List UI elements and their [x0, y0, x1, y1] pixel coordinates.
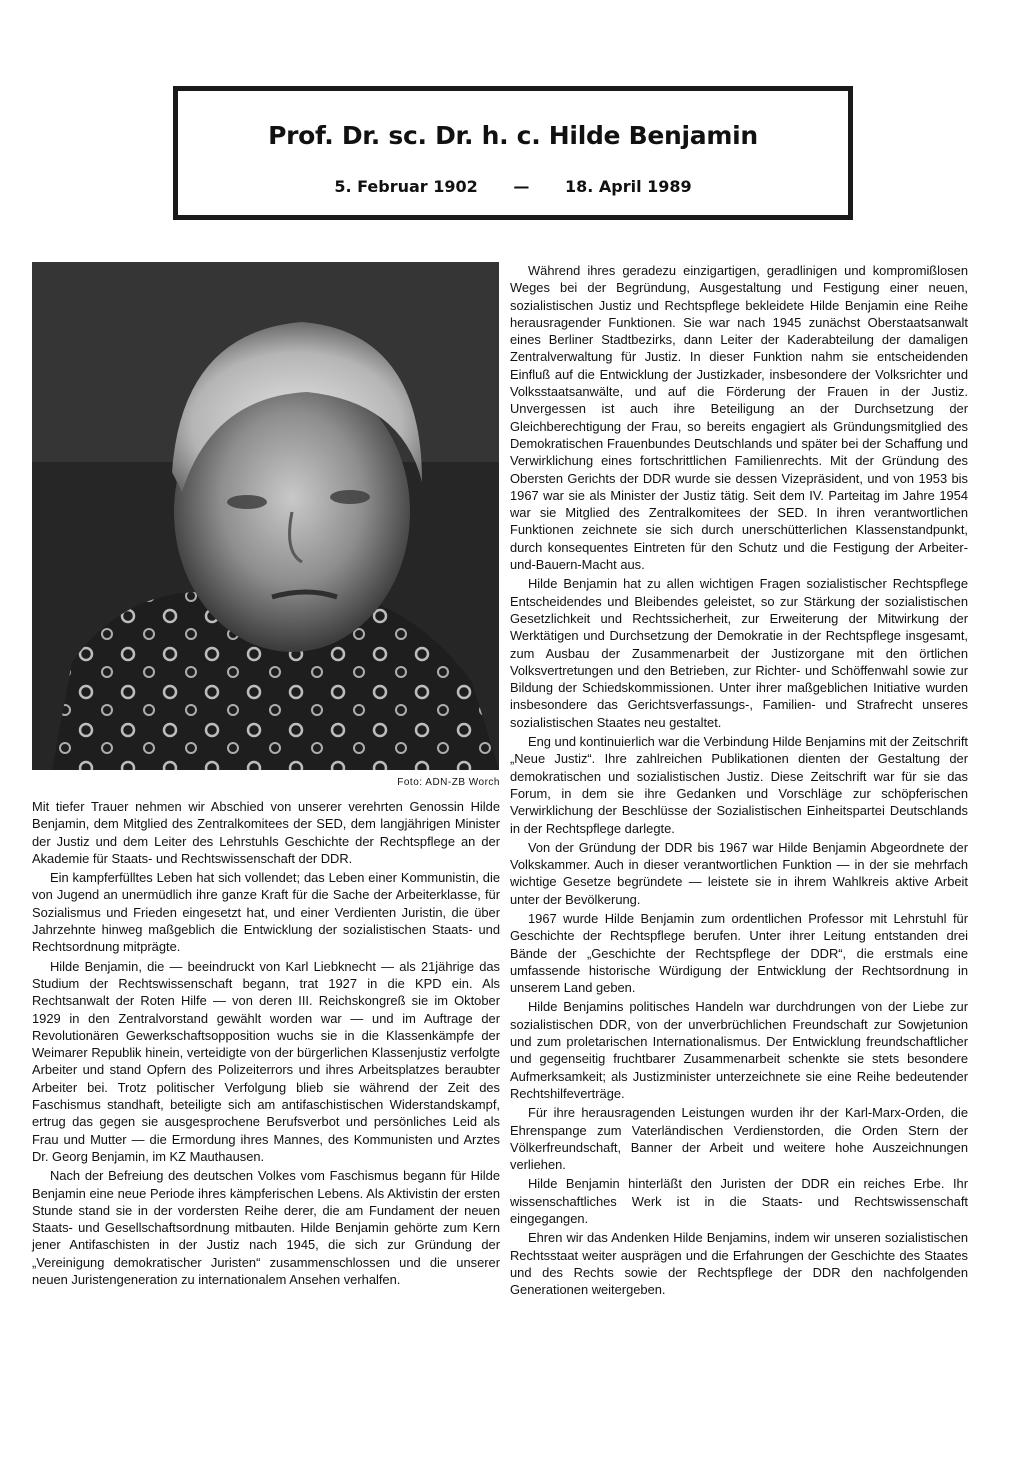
left-paragraph-3: Hilde Benjamin, die — beeindruckt von Karl Liebknecht — als 21jährige das Studium der Rechtswissenschaft begann, trat 1927 in die KPD ein. Als Rechtsanwalt der Roten Hilfe — von deren III. Reichskongreß sie im Oktober 1929 in den Zentralvorstand gewählt worden war — und im Auftrage der Revolutionären Gewerkschaftsopposition wuchs sie in die Klassenkämpfe der Weimarer Republik hinein, verteidigte von der bürgerlichen Klassenjustiz verfolgte Arbeiter und stand Opfern des Polizeiterrors und ihres Arbeitsplatzes beraubter Arbeiter bei. Trotz politischer Verfolgung blieb sie während der Zeit des Faschismus standhaft, beteiligte sich am antifaschistischen Widerstandskampf, ertrug das gegen sie ausgesprochene Berufsverbot und persönliches Leid als Frau und Mutter — die Ermordung ihres Mannes, des Kommunisten und Arztes Dr. Georg Benjamin, im KZ Mauthausen.: [32, 958, 500, 1164]
title-box: [173, 86, 853, 220]
right-column: [510, 262, 968, 1301]
right-paragraph-8: Hilde Benjamin hinterläßt den Juristen der DDR ein reiches Erbe. Ihr wissenschaftliches Werk ist in die Staats- und Rechtswissenschaft eingegangen.: [510, 1176, 968, 1227]
left-column: [32, 798, 500, 1290]
portrait-photo: [32, 262, 499, 770]
page-title: Prof. Dr. sc. Dr. h. c. Hilde Benjamin: [268, 121, 758, 150]
birth-date: 5. Februar 1902: [334, 177, 478, 196]
right-paragraph-3: Eng und kontinuierlich war die Verbindung Hilde Benjamins mit der Zeitschrift „Neue Justiz“. Ihre zahlreichen Publikationen dienten der Gestaltung der demokratischen und sozialistischen Justiz. Diese Zeitschrift war für sie das Forum, in dem sie ihre Gedanken und Vorschläge zur schöpferischen Verwirklichung der Beschlüsse der Sozialistischen Einheitspartei Deutschlands in der Rechtspflege darlegte.: [510, 734, 968, 836]
right-paragraph-4: Von der Gründung der DDR bis 1967 war Hilde Benjamin Abgeordnete der Volkskammer. Auch in dieser verantwortlichen Funktion — in der sie mehrfach wichtige Gesetze begründete — leistete sie in ihrem Wahlkreis aktive Arbeit unter der Bevölkerung.: [510, 839, 968, 907]
right-paragraph-6: Hilde Benjamins politisches Handeln war durchdrungen von der Liebe zur sozialistischen DDR, von der unverbrüchlichen Freundschaft zur Sowjetunion und zum proletarischen Internationalismus. Der Entwicklung freundschaftlicher und gegenseitig fruchtbarer Zusammenarbeit schenkte sie stets besondere Aufmerksamkeit; als Justizminister unterzeichnete sie eine Reihe bedeutender Rechtshilfeverträge.: [510, 999, 968, 1101]
death-date: 18. April 1989: [564, 177, 692, 196]
right-paragraph-5: 1967 wurde Hilde Benjamin zum ordentlichen Professor mit Lehrstuhl für Geschichte der Rechtspflege berufen. Unter ihrer Leitung entstanden drei Bände der „Geschichte der Rechtspflege der DDR“, die erstmals eine umfassende historische Würdigung der Entwicklung der Rechtsordnung in unserem Land geben.: [510, 910, 968, 996]
right-paragraph-7: Für ihre herausragenden Leistungen wurden ihr der Karl-Marx-Orden, die Ehrenspange zum Vaterländischen Verdienstorden, die Orden Stern der Völkerfreundschaft, Banner der Arbeit und weitere hohe Auszeichnungen verliehen.: [510, 1105, 968, 1173]
left-paragraph-1: Mit tiefer Trauer nehmen wir Abschied von unserer verehrten Genossin Hilde Benjamin, dem Mitglied des Zentralkomitees der SED, dem langjährigen Minister der Justiz und dem Leiter des Lehrstuhls Geschichte der Rechtspflege an der Akademie für Staats- und Rechtswissenschaft der DDR.: [32, 799, 500, 866]
photo-caption: Foto: ADN-ZB Worch: [397, 777, 500, 788]
right-paragraph-2: Hilde Benjamin hat zu allen wichtigen Fragen sozialistischer Rechtspflege Entscheidendes und Bleibendes geleistet, so zur Stärkung der sozialistischen Gesetzlichkeit und Rechtssicherheit, zur Erweiterung der Mitwirkung der Werktätigen und Durchsetzung der Demokratie in der Rechtspflege insgesamt, zum Ausbau der Zusammenarbeit der Justizorgane mit den örtlichen Volksvertretungen und den Betrieben, zur Richter- und Schöffenwahl sowie zur Bildung der Schiedskommissionen. Unter ihrer maßgeblichen Initiative wurden insbesondere das Gerichtsverfassungs-, Familien- und Strafrecht unseres sozialistischen Staates neu gestaltet.: [510, 576, 968, 730]
right-paragraph-9: Ehren wir das Andenken Hilde Benjamins, indem wir unseren sozialistischen Rechtsstaat weiter ausprägen und die Erfahrungen der Geschichte des Staates und des Rechts sowie der Rechtspflege der DDR den nachfolgenden Generationen weitergeben.: [510, 1230, 968, 1298]
portrait-image: [32, 262, 499, 770]
right-paragraph-1: Während ihres geradezu einzigartigen, geradlinigen und kompromißlosen Weges bei der Begründung, Ausgestaltung und Festigung einer neuen, sozialistischen Justiz und Rechtspflege bekleidete Hilde Benjamin eine Reihe herausragender Funktionen. Sie war nach 1945 zunächst Oberstaatsanwalt eines Berliner Stadtbezirks, dann Leiter der Kaderabteilung der damaligen Zentralverwaltung für Justiz. In dieser Funktion nahm sie entscheidenden Einfluß auf die Entwicklung der Justizkader, insbesondere der Volksrichter und Volksstaatsanwälte, und auf die Förderung der Frauen in der Justiz. Unvergessen ist auch ihre Beteiligung an der Durchsetzung der Gleichberechtigung der Frau, so bereits engagiert als Gründungsmitglied des Demokratischen Frauenbundes Deutschlands und später bei der Schaffung und Verwirklichung eines fortschrittlichen Familienrechts. Mit der Gründung des Obersten Gerichts der DDR wurde sie dessen Vizepräsident, und von 1953 bis 1967 war sie als Minister der Justiz tätig. Seit dem IV. Parteitag im Jahre 1954 war sie Mitglied des Zentralkomitees der SED. In ihren verantwortlichen Funktionen zeichnete sie sich durch unerschütterlichen Klassenstandpunkt, durch konsequentes Eintreten für den Schutz und die Festigung der Arbeiter-und-Bauern-Macht aus.: [510, 263, 968, 573]
left-paragraph-2: Ein kampferfülltes Leben hat sich vollendet; das Leben einer Kommunistin, die von Jugend an unermüdlich ihre ganze Kraft für die Sache der Arbeiterklasse, für Sozialismus und Frieden eingesetzt hat, und einer Verdienten Juristin, die über Jahrzehnte hinweg maßgeblich die Entwicklung der sozialistischen Staats- und Rechtsordnung mitprägte.: [32, 870, 500, 955]
date-dash: —: [513, 177, 530, 196]
life-dates: [178, 177, 848, 196]
left-paragraph-4: Nach der Befreiung des deutschen Volkes vom Faschismus begann für Hilde Benjamin eine neue Periode ihres kämpferischen Lebens. Als Aktivistin der ersten Stunde stand sie in der vordersten Reihe derer, die am Fundament der neuen Staats- und Gesellschaftsordnung mitbauten. Hilde Benjamin gehörte zum Kern jener Antifaschisten in der Justiz nach 1945, die sich zur Gründung der „Vereinigung demokratischer Juristen“ zusammenschlossen und die unserer neuen Juristengeneration zu internationalem Ansehen verhalfen.: [32, 1168, 500, 1288]
